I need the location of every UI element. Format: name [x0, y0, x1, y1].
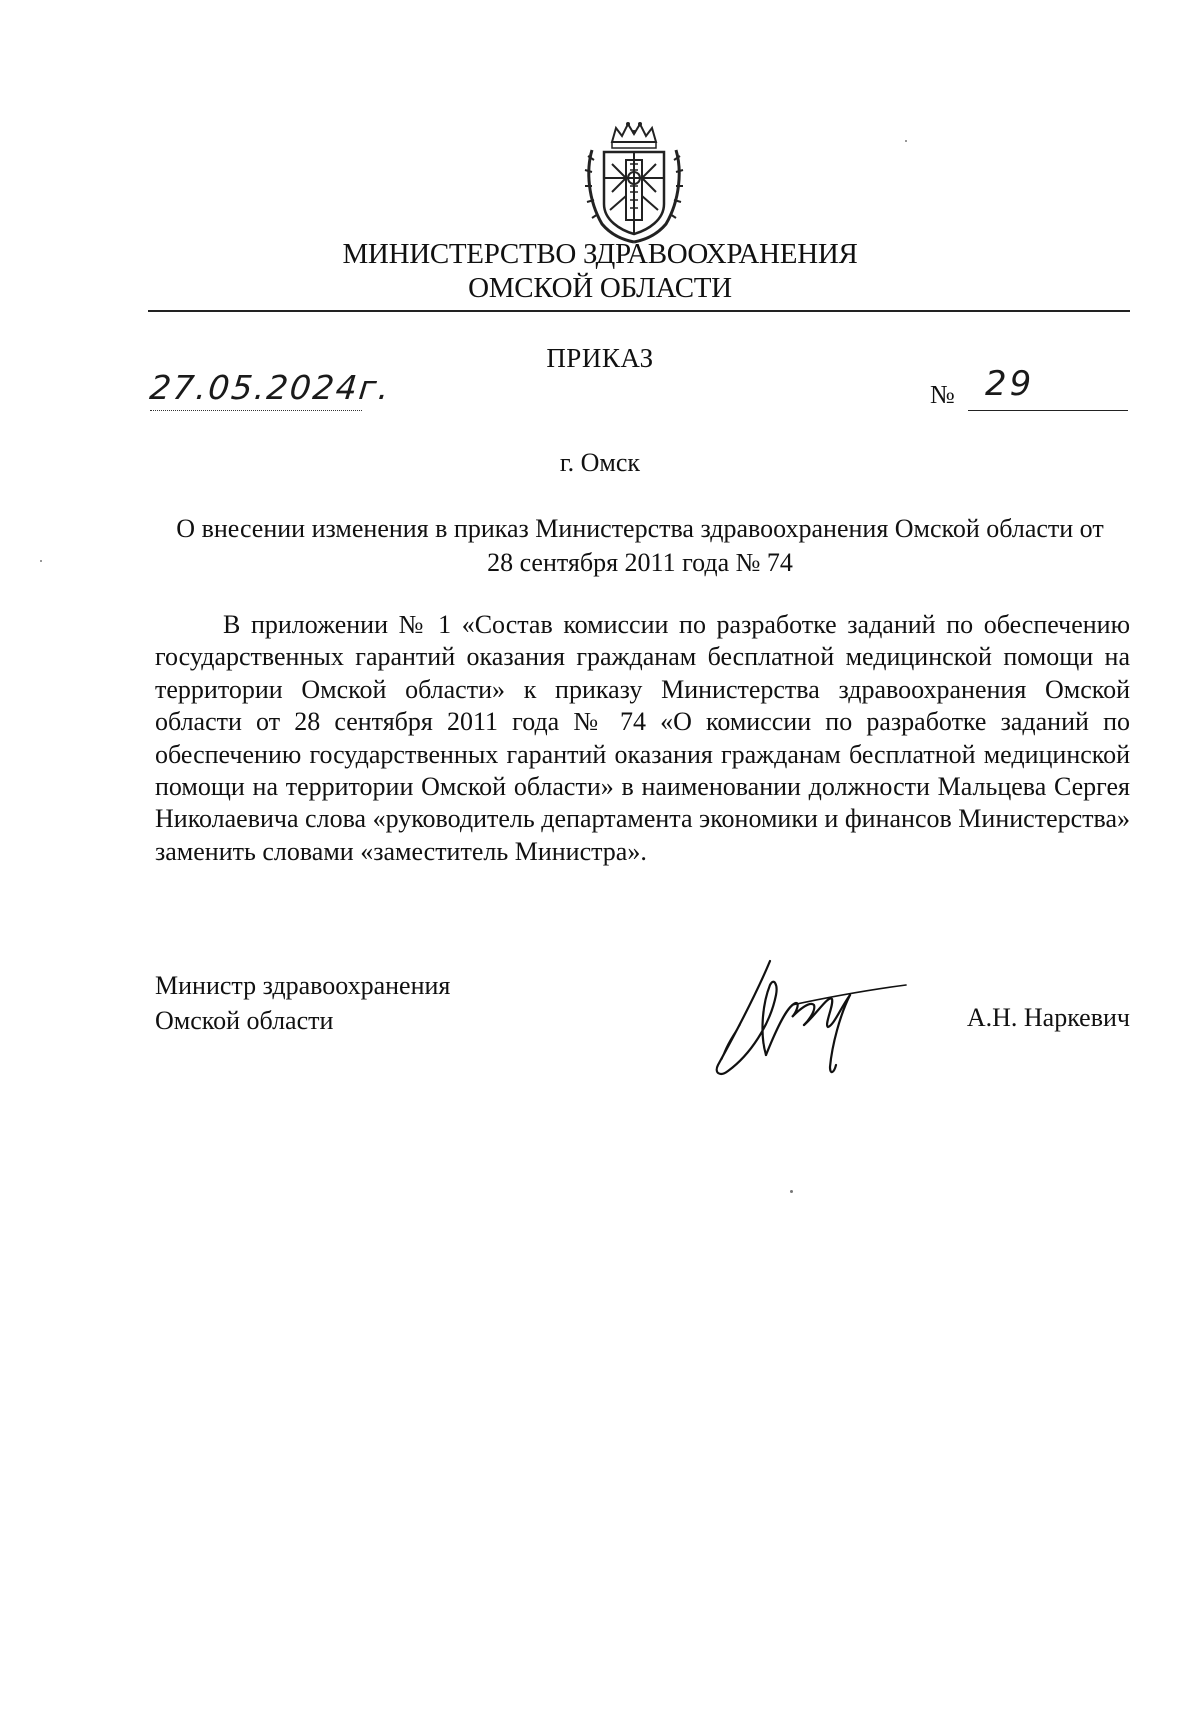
header-divider [148, 310, 1130, 312]
scan-speck [905, 140, 907, 142]
document-type-title: ПРИКАЗ [546, 343, 654, 373]
organization-name-line2: ОМСКОЙ ОБЛАСТИ [468, 272, 732, 304]
handwritten-order-number: 29 [985, 364, 1035, 404]
scan-speck [790, 1190, 793, 1193]
signer-position-line1: Министр здравоохранения [155, 971, 451, 1000]
order-subject-heading: О внесении изменения в приказ Министерства здравоохранения Омской области от 28 сентября 2011 года № 74 [176, 514, 1104, 577]
date-underline [150, 410, 362, 411]
handwritten-signature-icon [700, 955, 910, 1085]
scan-speck [40, 560, 42, 562]
order-body-paragraph: В приложении № 1 «Состав комиссии по разработке заданий по обеспечению государственных гарантий оказания гражданам бесплатной медицинской помощи на территории Омской области» к приказу Министерства здравоохранения Омской области от 28 сентября 2011 года № 74 «О комиссии по разработке заданий по обеспечению государственных гарантий оказания гражданам бесплатной медицинской помощи на территории Омской области» в наименовании должности Мальцева Сергея Николаевича слова «руководитель департамента экономики и финансов Министерства» заменить словами «заместитель Министра». [155, 610, 1130, 866]
city-of-issue: г. Омск [559, 448, 641, 477]
organization-name-line1: МИНИСТЕРСТВО ЗДРАВООХРАНЕНИЯ [342, 238, 858, 270]
signer-name: А.Н. Наркевич [966, 1003, 1130, 1032]
handwritten-order-date: 27.05.2024г. [147, 368, 393, 407]
signer-position [155, 968, 450, 1038]
signer-position-line2: Омской области [155, 1006, 334, 1035]
order-number-sign: № [930, 380, 955, 409]
coat-of-arms-icon [582, 120, 686, 244]
number-underline [968, 410, 1128, 411]
